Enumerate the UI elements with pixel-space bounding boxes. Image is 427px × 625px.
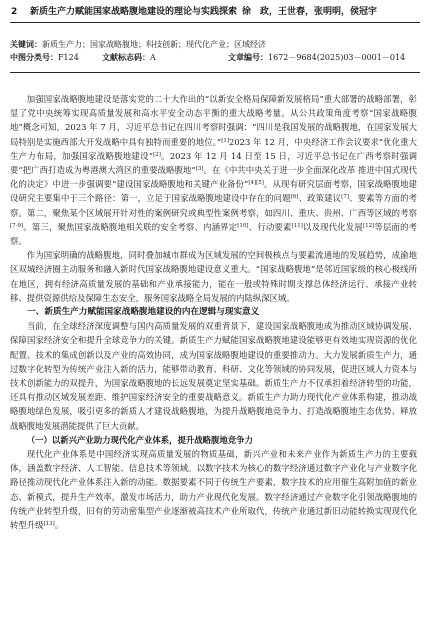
paragraph-text: 2023 年 12 月，中央经济工作会议要求“优化重大生产力布局，加强国家战略腹地建设” xyxy=(10,136,417,161)
article-no-field xyxy=(228,51,405,64)
article-no-label: 文章编号： xyxy=(228,53,268,62)
doc-code-label: 文献标志码： xyxy=(102,53,150,62)
paragraph-text: 加强国家战略腹地建设是落实党的二十大作出的“以新安全格局保障新发展格局”重大部署的战略部署，彰显了党中央统筹实现高质量发展和高水平安全动态平衡的重大战略考量。从公共政策角度考察“国家战略腹地”概念可知，2023 年 7 月，习近平总书记在四川考察时强调：“四川是我国发展的战略腹地，在国家发展大局特别是实施西部大开发战略中具有独特而重要的地位。” xyxy=(10,94,417,147)
section-heading: 一、新质生产力赋能国家战略腹地建设的内在逻辑与现实意义 xyxy=(27,307,260,318)
citation: [3] xyxy=(195,166,204,173)
citation: [13] xyxy=(43,521,55,528)
article-body xyxy=(10,92,417,532)
paragraph-text: 。2023 年 12 月 14 日至 15 日，习近平总书记在广西考察时强调要“把广西打造成为粤港澳大湾区的重要战略腹地” xyxy=(10,150,418,176)
paragraph-text: 、要素等方面的考察。第二，聚焦某个区域展开针对性的案例研究或典型性案例考察，如四川、重庆、贵州、广西等区域的考察 xyxy=(10,193,418,218)
paragraph-text: 现代化产业体系是中国经济实现高质量发展的物质基础，新兴产业和未来产业作为新质生产力的主要载体，涵盖数字经济、人工智能、信息技术等领域。以数字技术为核心的数字经济通过数字产业化与产业数字化路径推动现代化产业体系注入新的动能。数据要素不同于传统生产要素，数字技术的应用催生高附加值的新业态、新模式，提升生产效率，激发市场活力，助力产业现代化发展。数字经济通过产业数字化引领战略腹地的传统产业转型升级，旧有的劳动密集型产业逐渐被高技术产业所取代，传统产业通过新旧动能转换实现现代化转型升级 xyxy=(10,449,417,531)
keywords-value: 新质生产力；国家战略腹地；科技创新；现代化产业；区域经济 xyxy=(42,40,266,49)
subsection-heading: （一）以新兴产业助力现代化产业体系，提升战略腹地竞争力 xyxy=(26,434,253,445)
citation: [4][5] xyxy=(248,180,264,187)
clc-label: 中图分类号： xyxy=(10,53,58,62)
keywords-line xyxy=(10,38,266,51)
paragraph-text: 、政策建议 xyxy=(298,193,342,204)
paragraph-1 xyxy=(10,92,417,248)
citation: [11] xyxy=(291,222,303,229)
paragraph-text: 。第三，聚焦国家战略腹地相关联的安全考察、内涵界定 xyxy=(23,221,238,232)
keywords-label: 关键词： xyxy=(10,40,42,49)
citation: [6] xyxy=(290,194,299,201)
clc-value: F124 xyxy=(58,53,79,62)
header-rule xyxy=(10,22,420,23)
citation: [12] xyxy=(362,222,375,229)
meta-rule xyxy=(10,72,420,73)
running-authors: 徐 政，王世春，张明明，侯冠宇 xyxy=(242,7,378,17)
paragraph-text: 以及现代化发展 xyxy=(302,221,363,232)
citation: [7-9] xyxy=(10,222,24,229)
paragraph-text: 。在《中共中央关于进一步全面深化改革 推进中国式现代化的决定》中进一步强调要“建设国家战略腹地和关键产业备份” xyxy=(10,165,417,190)
citation: [1] xyxy=(221,137,229,144)
clc-field xyxy=(10,51,79,64)
paragraph-text: 。 xyxy=(54,520,64,531)
article-no-value: 1672－9684(2025)03－0001－014 xyxy=(268,53,406,62)
paragraph-3: 当前，在全球经济深度调整与国内高质量发展的双重背景下，建设国家战略腹地成为推动区域协调发展、保障国家经济安全和提升全球竞争力的关键。新质生产力赋能国家战略腹地建设能够更有效地实现资源的优化配置、技术的集成创新以及产业的高效协同，成为国家战略腹地建设的重要推动力。大力发展新质生产力，通过数字化转型为传统产业注入新的活力，能够带动教育、科研、文化等领域的协同发展，促进区域人力资本与技术创新能力的双提升，为国家战略腹地的长远发展奠定坚实基础。新质生产力不仅承担着经济转型的功能，还具有推动区域发展差距、维护国家经济安全的重要战略意义。新质生产力助力现代化产业体系构建，推动战略腹地绿色发展，吸引更多的新质人才建设战略腹地，为提升战略腹地竞争力、打造战略腹地生态优势、释放战略腹地发展潜能提供了巨大贡献。 xyxy=(10,321,417,431)
citation: [7] xyxy=(341,194,349,201)
paragraph-text: 、行动要素 xyxy=(248,221,292,232)
running-title: 新质生产力赋能国家战略腹地建设的理论与实践探索 xyxy=(30,7,238,17)
paragraph-4 xyxy=(10,447,417,532)
running-header xyxy=(10,4,417,20)
citation: [2] xyxy=(153,151,161,158)
paragraph-text: 。从现有研究层面考察，国家战略腹地建设研究主要集中于三个路径：第一，立足于国家战略腹地建设中存在的问题 xyxy=(10,179,418,204)
page-number: 2 xyxy=(11,7,18,17)
paragraph-text: 等层面的考察。 xyxy=(10,221,418,247)
paragraph-2: 作为国家明确的战略腹地，同时叠加城市群成为区域发展的空间极核点与要素流通地的发展趋势，成渝地区双城经济圈主动服务和融入新时代国家战略腹地建设意义重大。“国家战略腹地”是邻近国家级的核心极线所在地区，拥有经济高质量发展的基础和产业承接能力，能在一般或特殊时期支撑总体经济运行、承接产业转移、提供资源供给及保障生态安全，服务国家战略全局发展的内陆纵深区域。 xyxy=(10,250,417,303)
citation: [10] xyxy=(237,222,249,229)
doc-code-value: A xyxy=(150,53,156,62)
doc-code-field xyxy=(102,51,156,64)
